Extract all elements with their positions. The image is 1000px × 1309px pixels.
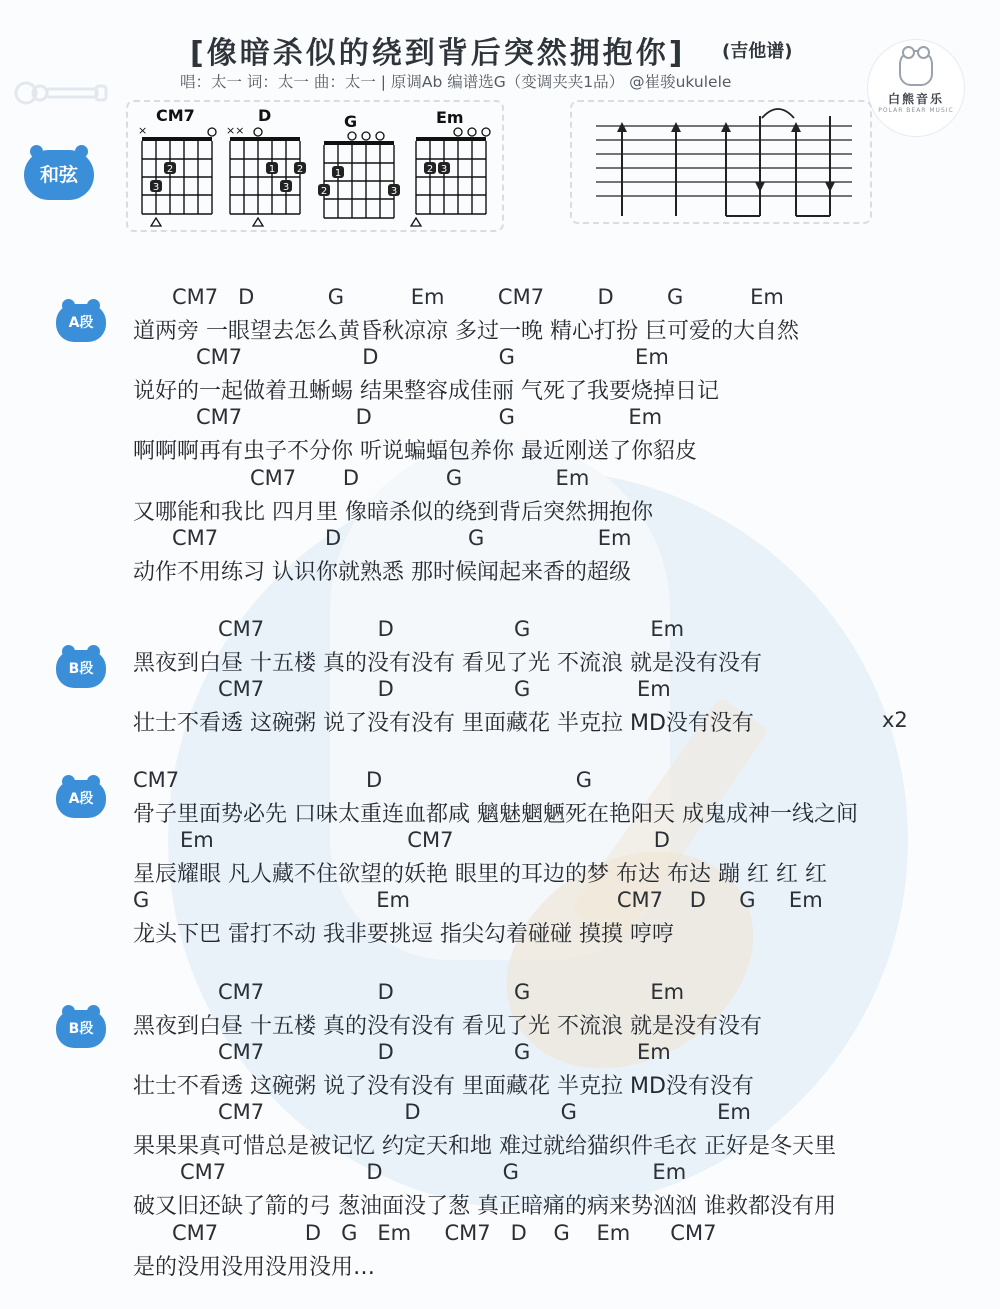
svg-text:×: × — [138, 124, 148, 137]
svg-text:2: 2 — [166, 164, 174, 175]
title-tag: (吉他谱) — [722, 41, 793, 62]
lyric-line: 壮士不看透 这碗粥 说了没有没有 里面藏花 半克拉 MD没有没有 — [133, 711, 754, 736]
chord-line: CM7 D G Em — [196, 345, 669, 369]
lyric-line: 星辰耀眼 凡人藏不住欲望的妖艳 眼里的耳边的梦 布达 布达 蹦 红 红 红 — [133, 862, 827, 887]
section-badge-a2: A段 — [56, 780, 106, 818]
chord-diagram-em: Em 2 3 — [410, 106, 494, 228]
chord-diagram-d: D ×× 1 2 3 — [224, 106, 308, 228]
svg-text:3: 3 — [282, 182, 290, 193]
song-title: [像暗杀似的绕到背后突然拥抱你] — [190, 36, 686, 71]
svg-text:3: 3 — [152, 182, 160, 193]
lyric-line: 果果果真可惜总是被记忆 约定天和地 难过就给猫织件毛衣 正好是冬天里 — [133, 1134, 836, 1159]
section-badge-b2: B段 — [56, 1010, 106, 1048]
svg-text:3: 3 — [440, 164, 448, 175]
brand-subtitle: POLAR BEAR MUSIC — [878, 107, 954, 114]
lyric-line: 动作不用练习 认识你就熟悉 那时候闻起来香的超级 — [133, 560, 631, 585]
chord-section-badge: 和弦 — [24, 150, 94, 200]
svg-text:××: ×× — [226, 124, 245, 137]
lyric-line: 说好的一起做着丑蜥蜴 结果整容成佳丽 气死了我要烧掉日记 — [133, 379, 719, 404]
chord-line: CM7 D G Em — [218, 677, 671, 701]
lyric-line: 骨子里面势必先 口味太重连血都咸 魑魅魍魉死在艳阳天 成鬼成神一线之间 — [133, 802, 858, 827]
chord-line: CM7 D G Em — [218, 617, 685, 641]
svg-text:3: 3 — [390, 186, 398, 197]
svg-text:2: 2 — [320, 186, 328, 197]
chord-line: CM7 D G Em — [250, 466, 590, 490]
svg-text:2: 2 — [296, 164, 304, 175]
lyric-line: 道两旁 一眼望去怎么黄昏秋凉凉 多过一晚 精心打扮 巨可爱的大自然 — [133, 319, 799, 344]
svg-text:1: 1 — [334, 168, 342, 179]
chord-line: G Em CM7 D G Em — [133, 888, 823, 912]
lyric-line: 啊啊啊再有虫子不分你 听说蝙蝠包养你 最近刚送了你貂皮 — [133, 439, 697, 464]
lyric-line: 黑夜到白昼 十五楼 真的没有没有 看见了光 不流浪 就是没有没有 — [133, 1014, 762, 1039]
section-badge-b1: B段 — [56, 650, 106, 688]
svg-text:1: 1 — [268, 164, 276, 175]
chord-line: CM7 D G — [133, 768, 593, 792]
chord-line: CM7 D G Em CM7 D G Em CM7 — [172, 1221, 717, 1245]
lyric-line: 又哪能和我比 四月里 像暗杀似的绕到背后突然拥抱你 — [133, 500, 653, 525]
chord-line: CM7 D G Em — [180, 1160, 687, 1184]
chord-line: Em CM7 D — [180, 828, 670, 852]
chord-line: CM7 D G Em — [196, 405, 663, 429]
chord-diagram-g: G 1 2 3 — [318, 106, 402, 228]
lyric-line: 是的没用没用没用没用… — [133, 1255, 376, 1280]
chord-line: CM7 D G Em CM7 D G Em — [172, 285, 784, 309]
chord-diagram-cm7: CM7 × 2 3 — [136, 106, 220, 228]
chord-line: CM7 D G Em — [218, 1100, 751, 1124]
brand-name: 白熊音乐 — [887, 92, 944, 106]
section-badge-a1: A段 — [56, 304, 106, 342]
chord-line: CM7 D G Em — [172, 526, 632, 550]
repeat-marker: x2 — [882, 708, 908, 732]
svg-text:2: 2 — [426, 164, 434, 175]
lyric-line: 破又旧还缺了箭的弓 葱油面没了葱 真正暗痛的病来势汹汹 谁救都没有用 — [133, 1194, 836, 1219]
credits: 唱：太一 词：太一 曲：太一 | 原调Ab 编谱选G（变调夹夹1品） @崔骏ukulele — [180, 73, 732, 91]
lyric-line: 壮士不看透 这碗粥 说了没有没有 里面藏花 半克拉 MD没有没有 — [133, 1074, 754, 1099]
chord-line: CM7 D G Em — [218, 1040, 671, 1064]
chord-line: CM7 D G Em — [218, 980, 685, 1004]
lyric-line: 黑夜到白昼 十五楼 真的没有没有 看见了光 不流浪 就是没有没有 — [133, 651, 762, 676]
lyric-line: 龙头下巴 雷打不动 我非要挑逗 指尖勾着碰碰 摸摸 哼哼 — [133, 922, 674, 947]
